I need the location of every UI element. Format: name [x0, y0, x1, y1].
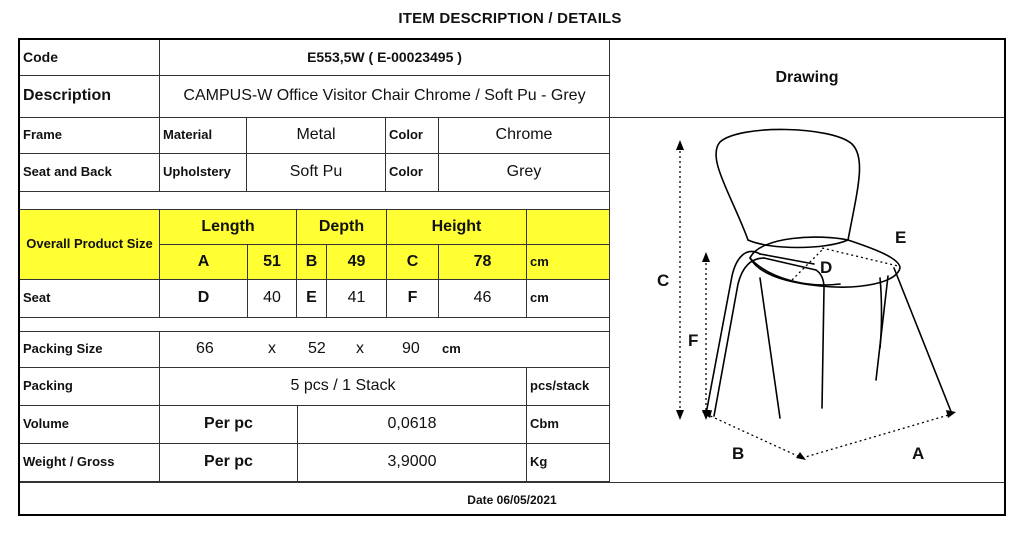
upholstery-value: Soft Pu [247, 154, 386, 192]
page-title: ITEM DESCRIPTION / DETAILS [398, 10, 622, 27]
frame-color-label: Color [386, 118, 439, 154]
d-value: 40 [248, 280, 297, 318]
drawing-label-a: A [912, 444, 925, 463]
weight-label: Weight / Gross [20, 444, 160, 482]
chair-drawing-svg [610, 118, 1004, 482]
spacer-row-2 [20, 318, 610, 332]
chair-front-right-leg [816, 270, 824, 408]
chair-rear-left-leg [760, 278, 780, 418]
frame-material-value: Metal [247, 118, 386, 154]
packing-size-label: Packing Size [20, 332, 160, 368]
drawing-label-b: B [732, 444, 745, 463]
volume-label: Volume [20, 406, 160, 444]
code-label: Code [20, 40, 160, 76]
weight-value: 3,9000 [298, 444, 527, 482]
seat-back-color-value: Grey [439, 154, 610, 192]
volume-per: Per pc [160, 406, 298, 444]
seat-back-label: Seat and Back [20, 154, 160, 192]
drawing-label-e: E [895, 228, 907, 247]
seat-label: Seat [20, 280, 160, 318]
description-label: Description [20, 76, 160, 118]
b-label: B [297, 245, 327, 280]
chair-front-left-leg [706, 251, 760, 414]
chair-rear-leg-2 [894, 268, 952, 414]
f-label: F [387, 280, 439, 318]
overall-size-label: Overall Product Size [20, 210, 160, 280]
drawing-header: Drawing [610, 40, 1004, 118]
upholstery-label: Upholstery [160, 154, 247, 192]
packing-size-unit: cm [442, 341, 461, 357]
weight-unit: Kg [527, 444, 610, 482]
height-header: Height [387, 210, 527, 245]
chair-drawing [610, 118, 1006, 482]
unit-header-blank [527, 210, 610, 245]
c-value: 78 [439, 245, 527, 280]
drawing-label-f: F [688, 331, 699, 350]
depth-header: Depth [297, 210, 387, 245]
volume-unit: Cbm [527, 406, 610, 444]
e-value: 41 [327, 280, 387, 318]
e-label: E [297, 280, 327, 318]
weight-per: Per pc [160, 444, 298, 482]
packing-width: 66 [196, 340, 214, 358]
description-value: CAMPUS-W Office Visitor Chair Chrome / Soft Pu - Grey [160, 76, 610, 118]
spacer-row [20, 192, 610, 210]
packing-value: 5 pcs / 1 Stack [160, 368, 527, 406]
packing-x1: x [268, 340, 276, 358]
seat-back-color-label: Color [386, 154, 439, 192]
frame-material-label: Material [160, 118, 247, 154]
drawing-label-d: D [820, 258, 833, 277]
item-details-sheet [18, 38, 1006, 516]
length-header: Length [160, 210, 297, 245]
packing-size-values [160, 332, 610, 368]
f-value: 46 [439, 280, 527, 318]
code-value: E553,5W ( E-00023495 ) [160, 40, 610, 76]
packing-x2: x [356, 340, 364, 358]
a-label: A [160, 245, 248, 280]
packing-label: Packing [20, 368, 160, 406]
volume-value: 0,0618 [298, 406, 527, 444]
a-value: 51 [248, 245, 297, 280]
frame-color-value: Chrome [439, 118, 610, 154]
packing-height: 90 [402, 340, 420, 358]
seat-unit: cm [527, 280, 610, 318]
d-label: D [160, 280, 248, 318]
drawing-label-c: C [657, 271, 670, 290]
b-value: 49 [327, 245, 387, 280]
c-label: C [387, 245, 439, 280]
frame-label: Frame [20, 118, 160, 154]
footer-date: Date 06/05/2021 [20, 482, 1004, 517]
packing-unit: pcs/stack [527, 368, 610, 406]
chair-backrest [716, 129, 860, 240]
overall-unit: cm [527, 245, 610, 280]
packing-depth: 52 [308, 340, 326, 358]
